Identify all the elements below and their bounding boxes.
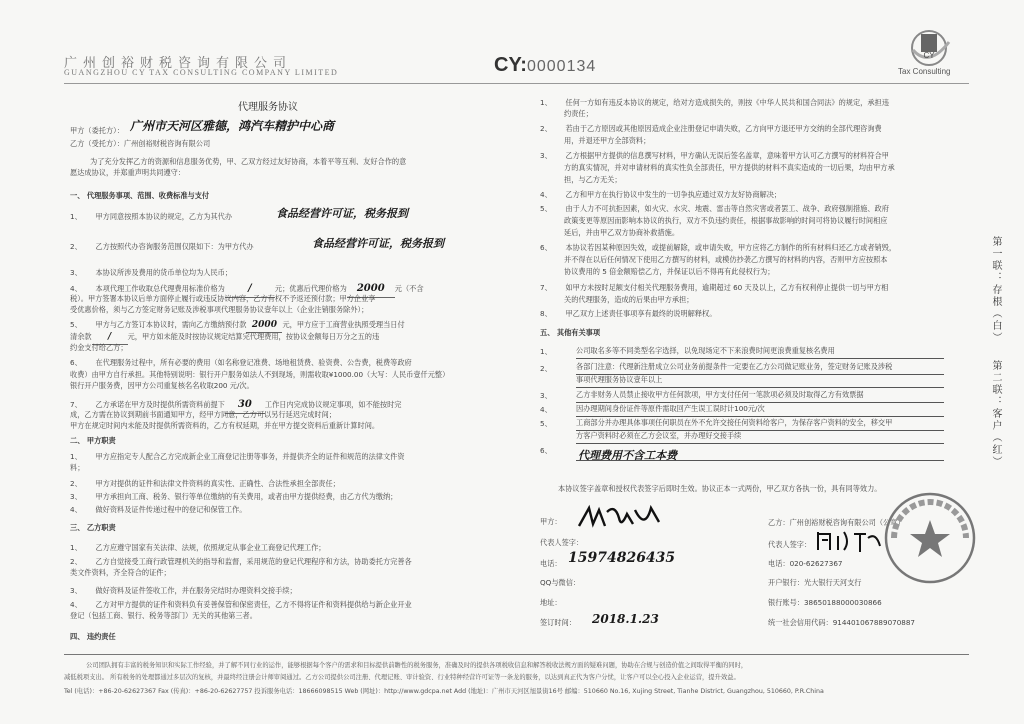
clause-4-6 — [540, 243, 896, 253]
party-a-signature-icon — [575, 500, 665, 536]
clause-text: 工作日内完成协议规定事项，如不能按时完 — [264, 400, 402, 409]
party-b-credit-code: 统一社会信用代码：914401067889070887 — [768, 618, 916, 627]
other-matter-5b: 方客户资料时必须在乙方会议室，并办理好交接手续 — [576, 431, 944, 444]
clause-num: 6、 — [70, 358, 82, 367]
clause-num: 5、 — [70, 320, 82, 329]
other-matter-6-handwritten: 代理费用不含工本费 — [578, 449, 677, 462]
clause-1-6-line-3: 银行开户服务费，因甲方公司重复核名名收取200 元/次。 — [70, 381, 254, 390]
handwritten-service-2: 食品经营许可证，税务报到 — [312, 237, 444, 250]
clause-4-7-line-2: 关的代理服务，造成的后果由甲方承担； — [564, 295, 694, 304]
clause-num: 1、 — [70, 543, 82, 552]
clause-text: 由于人力不可抗拒因素，如火灾、水灾、地震、雷击等自然灾害或者罢工、战争、政府强制措施、政府 — [565, 204, 889, 213]
clause-num: 2、 — [70, 557, 82, 566]
clause-text: 本协议所涉及费用的货币单位均为人民币； — [95, 268, 233, 277]
clause-1-7-line-2: 成，乙方需在协议到期前书面通知甲方，经甲方同意，乙方可以另行延迟完成时间； — [70, 410, 336, 419]
clause-text: 甲乙双方上述责任事项享有最终的说明解释权。 — [565, 309, 717, 318]
clause-text: 元，甲方如未能及时按协议规定结算完代理费用，按协议金额每日万分之五的违 — [127, 332, 380, 341]
clause-text: 乙方根据甲方提供的信息撰写材料，甲方确认无误后签名盖章，意味着甲方认可乙方撰写的材料符合甲 — [565, 151, 889, 160]
left-column — [66, 0, 526, 650]
clause-4-5 — [540, 204, 889, 214]
other-matter-2b: 事项代理服务协议壹年以上 — [576, 375, 944, 388]
clause-3-4 — [70, 600, 412, 610]
clause-4-1-line-2: 约责任； — [564, 109, 593, 118]
party-a-phone-handwritten: 15974826435 — [568, 550, 676, 566]
clause-1-4-line-2: 税）。甲方签署本协议后单方面停止履行或违反协议内容，乙方有权不予返还预付款；甲方企业享 — [70, 294, 376, 303]
clause-text: 甲方同意按照本协议的规定，乙方为其代办 — [95, 212, 233, 221]
clause-3-4-line-2: 登记（包括工商、银行、税务等部门）无关的其他第三者。 — [70, 611, 257, 620]
clause-text: 本协议若因某种原因失效，或提前解除，或申请失败，甲方应将乙方制作的所有材料归还乙方或者销毁， — [565, 243, 897, 252]
intro-line-1: 为了充分发挥乙方的资源和信息服务优势，甲、乙双方经过友好协商，本着平等互利、友好合作的意 — [90, 157, 407, 166]
clause-3-3 — [70, 586, 297, 596]
other-matter-5-num: 5、 — [540, 419, 552, 428]
company-seal-stamp-icon — [882, 490, 978, 586]
clause-4-2 — [540, 124, 882, 134]
clause-text: 甲方应指定专人配合乙方完成新企业工商登记注册等事务，并提供齐全的证件和规范的法律文件资 — [95, 452, 405, 461]
other-matter-2a: 各部门注意：代理新注册成立公司业务前提条件一定要在乙方公司做记账业务，签定财务记账及涉税 — [576, 362, 944, 375]
closing-statement: 本协议签字盖章和授权代表签字后即时生效。协议正本一式两份，甲乙双方各执一份，具有同等效力。 — [558, 484, 882, 493]
clause-num: 1、 — [540, 98, 552, 107]
other-matter-3-num: 3、 — [540, 391, 552, 400]
balance-handwritten: / — [107, 332, 112, 342]
company-name-en: GUANGZHOU CY TAX CONSULTING COMPANY LIMITED — [64, 68, 339, 77]
party-a-rep-label: 代表人签字： — [540, 538, 584, 547]
clause-text: 甲方与乙方签订本协议时，需向乙方缴纳预付款 — [95, 320, 247, 329]
clause-num: 4、 — [70, 600, 82, 609]
fee-total-handwritten: / — [248, 283, 252, 294]
clause-num: 5、 — [540, 204, 552, 213]
other-matter-4-num: 4、 — [540, 405, 552, 414]
clause-text: 乙方按照代办咨询服务范围仅限如下：为甲方代办 — [95, 242, 254, 251]
clause-num: 3、 — [70, 586, 82, 595]
clause-num: 4、 — [70, 505, 82, 514]
clause-num: 4、 — [70, 284, 82, 293]
logo-text: Tax Consulting — [898, 67, 951, 76]
clause-text: 乙方对甲方提供的证件和资料负有妥善保管和保密责任，乙方不得将证件和资料提供给与新企业开业 — [95, 600, 412, 609]
clause-3-2-line-2: 类文件资料，齐全符合的证件； — [70, 568, 171, 577]
handwritten-service-1: 食品经营许可证，税务报到 — [276, 207, 408, 220]
intro-line-2: 愿达成协议，并郑重声明共同遵守： — [70, 168, 186, 177]
party-b-account: 银行账号：38650188000030866 — [768, 598, 882, 607]
clause-4-3 — [540, 151, 889, 161]
section-5-title: 五、 其他有关事项 — [540, 328, 601, 337]
fee-discount-handwritten: 2000 — [356, 283, 385, 294]
party-b-signature-icon — [814, 528, 884, 556]
footer-line-2: 减低税项支出。 所有税务的处理都通过多层次的复核，并最终经注册会计师审阅通过。乙方公司提供公司注册、代理记账、审计验资、行业特种经营许可证等一条龙的服务，以达到真正代为客户分忧，让客户可以全心投入企业运营，提升效益。 — [64, 674, 740, 681]
clause-text: 乙方应遵守国家有关法律、法规，依照规定从事企业工商登记代理工作； — [95, 543, 326, 552]
party-b-row — [70, 139, 210, 149]
clause-text: 乙方和甲方在执行协议中发生的一切争执应通过双方友好协商解决； — [565, 190, 782, 199]
copy-label-customer: 第二联：客户（红） — [990, 360, 1001, 468]
clause-text: 元；优惠后代理价格为 — [274, 284, 347, 293]
clause-text: 乙方承诺在甲方及时提供所需资料前提下 — [95, 400, 225, 409]
clause-text: 做好资料及证件传递过程中的登记和保管工作。 — [95, 505, 247, 514]
party-a-label: 甲方（委托方）： — [70, 126, 124, 135]
clause-num: 4、 — [540, 190, 552, 199]
clause-4-3-line-3: 担，与乙方无关； — [564, 175, 622, 184]
party-b-value: 广州创裕财税咨询有限公司 — [123, 139, 211, 148]
clause-num: 8、 — [540, 309, 552, 318]
party-a-row — [70, 126, 124, 136]
clause-text: 若由于乙方原因或其他原因造成企业注册登记申请失败，乙方向甲方退还甲方交纳的全部代理咨询费 — [565, 124, 882, 133]
clause-num: 2、 — [70, 242, 82, 251]
party-b-bank: 开户银行：光大银行天河支行 — [768, 578, 862, 587]
clause-1-1 — [70, 212, 232, 222]
footer-contact: Tel (电话)：+86-20-62627367 Fax (传真)：+86-20-62627757 投诉服务电话：18666098515 Web (网址)：http://www.gdcpa.net Add (地址)：广州市天河区旭景街16号 邮编：510660 No.16, Xujing Street, Tianhe District, Guangzhou, 510660, P.R.China — [64, 688, 824, 695]
clause-num: 2、 — [540, 124, 552, 133]
clause-4-6-line-2: 并不得在以后任何情况下使用乙方撰写的材料，或模仿抄袭乙方撰写的材料的内容，否则甲方应按照本 — [564, 255, 888, 264]
clause-text: 甲方承担向工商、税务、银行等单位缴纳的有关费用，或者由甲方提供经费，由乙方代为缴纳； — [95, 492, 398, 501]
clause-1-6 — [70, 358, 412, 368]
party-a-sign-label: 甲方： — [540, 517, 562, 526]
other-matter-1: 公司取名多等不同类型名字选择，以免现场定不下来浪费时间更浪费重复核名费用 — [576, 346, 944, 359]
clause-text: 清余款 — [70, 332, 92, 341]
clause-1-4-line-3: 受优惠价格，须与乙方签定财务记账及涉税事项代理服务协议壹年以上（企业注销服务除外）； — [70, 305, 369, 314]
clause-text: 本项代理工作收取总代理费用标准价格为 — [95, 284, 225, 293]
clause-4-5-line-3: 延后，并由甲乙双方协商补救措施。 — [564, 228, 680, 237]
clause-3-1 — [70, 543, 326, 553]
clause-4-1 — [540, 98, 889, 108]
clause-num: 2、 — [70, 479, 82, 488]
work-days-handwritten: 30 — [237, 399, 252, 410]
other-matter-3: 乙方非财务人员禁止接收甲方任何款项，甲方支付任何一笔款项必须及时取得乙方有效票据 — [576, 390, 944, 403]
clause-text: 元（不含 — [394, 284, 424, 293]
clause-1-6-line-2: 收费）由甲方自行承担。其他特别说明：银行开户服务如法人不到现场，则需收取¥1000.00（大写：人民币壹仟元整） — [70, 370, 450, 379]
clause-1-3 — [70, 268, 232, 278]
clause-4-5-line-2: 政策变更等原因而影响本协议的执行，双方不负违约责任，根据事故影响的时间可将协议履行时间相应 — [564, 216, 888, 225]
company-name-cn: 广州创裕财税咨询有限公司 — [64, 56, 293, 71]
party-b-label: 乙方（受托方）： — [70, 139, 124, 148]
clause-4-3-line-2: 方的真实情况，并对申请材料的真实性负全部责任，甲方提供的材料不真实造成的一切后果，均由甲方承 — [564, 163, 895, 172]
serial-prefix: CY: — [494, 54, 527, 76]
clause-text: 乙方自觉接受工商行政管理机关的指导和监督，采用规范的登记代理程序和方法，协助委托方完善各 — [95, 557, 412, 566]
clause-4-6-line-3: 协议费用的 5 倍金额赔偿乙方，并保证以后不得再有此侵权行为； — [564, 267, 775, 276]
section-1-title: 一、 代理服务事项、范围、收费标准与支付 — [70, 191, 210, 200]
logo-mark: CY — [923, 51, 935, 60]
clause-1-7-line-3: 甲方在规定时间内未能及时提供所需资料的，乙方有权延期，并在甲方提交资料后重新计算时间。 — [70, 421, 380, 430]
party-b-sign-label: 乙方：广州创裕财税咨询有限公司（公章） — [768, 518, 905, 527]
clause-1-2 — [70, 242, 254, 252]
section-2-title: 二、 甲方职责 — [70, 436, 116, 445]
clause-4-4 — [540, 190, 781, 200]
clause-2-1 — [70, 452, 405, 462]
copy-label-stub: 第一联：存根（白） — [990, 236, 1001, 344]
clause-num: 7、 — [70, 400, 82, 409]
document-title: 代理服务协议 — [238, 102, 298, 113]
footer-line-1: 公司团队拥有丰富的税务知识和实际工作经验，并了解不同行业的运作，能够根据每个客户的需求和目标提供前瞻性的税务服务，准确及时的提供各项税收信息和解答税收法规方面的疑难问题，协助在合规与创造价值之间取得平衡的同时， — [86, 662, 748, 669]
clause-text: 在代理服务过程中，所有必要的费用（如名称登记准费、场地租赁费、验资费、公告费，税费等政府 — [95, 358, 412, 367]
clause-2-1-line-2: 料； — [70, 463, 85, 472]
clause-text: 做好资料及证件签收工作，并在服务完结时办理资料交接手续； — [95, 586, 297, 595]
clause-4-2-line-2: 用，并退还甲方全部资料； — [564, 136, 651, 145]
clause-num: 6、 — [540, 243, 552, 252]
other-matter-2-num: 2、 — [540, 364, 552, 373]
clause-text: 如甲方未按时足额支付相关代理服务费用，逾期超过 60 天及以上，乙方有权利停止提供一切与甲方相 — [565, 283, 889, 292]
clause-text: 元，甲方应于工商营业执照受理当日付 — [282, 320, 405, 329]
clause-num: 7、 — [540, 283, 552, 292]
clause-1-5-line-3: 约金支付给乙方； — [70, 343, 128, 352]
section-4-title: 四、 违约责任 — [70, 632, 116, 641]
party-b-rep-label: 代表人签字： — [768, 540, 812, 549]
party-a-handwritten: 广州市天河区雅德，鸿汽车精护中心商 — [130, 119, 335, 133]
clause-4-7 — [540, 283, 888, 293]
clause-2-4 — [70, 505, 246, 515]
other-matter-6-num: 6、 — [540, 446, 552, 455]
footer-divider — [64, 654, 969, 655]
party-b-phone: 电话：020-62627367 — [768, 559, 843, 568]
other-matter-4: 因办理期间身份证件等原件需取回产生误工误时计100元/次 — [576, 404, 944, 417]
sign-date-label: 签订时间： — [540, 618, 576, 627]
party-a-phone-label: 电话： — [540, 559, 562, 568]
clause-num: 3、 — [70, 492, 82, 501]
clause-text: 甲方对提供的证件和法律文件资料的真实性、正确性、合法性承担全部责任； — [95, 479, 340, 488]
clause-2-3 — [70, 492, 397, 502]
clause-4-8 — [540, 309, 716, 319]
other-matter-1-num: 1、 — [540, 347, 552, 356]
prepayment-handwritten: 2000 — [251, 320, 277, 330]
clause-3-2 — [70, 557, 412, 567]
clause-num: 3、 — [70, 268, 82, 277]
clause-num: 1、 — [70, 452, 82, 461]
sign-date-handwritten: 2018.1.23 — [592, 612, 659, 626]
party-a-address-label: 地址： — [540, 598, 562, 607]
party-a-qq-label: QQ与微信： — [540, 578, 581, 587]
clause-2-2 — [70, 479, 340, 489]
clause-text: 任何一方如有违反本协议的规定，给对方造成损失的，则按《中华人民共和国合同法》的规定，承担违 — [565, 98, 889, 107]
section-3-title: 三、 乙方职责 — [70, 523, 116, 532]
serial-value: 0000134 — [526, 58, 597, 75]
clause-num: 3、 — [540, 151, 552, 160]
other-matter-5a: 工商部分并办理具体事项任何职员在外不允许交接任何资料给客户，为保存客户资料的安全，移交甲 — [576, 418, 944, 431]
clause-num: 1、 — [70, 212, 82, 221]
